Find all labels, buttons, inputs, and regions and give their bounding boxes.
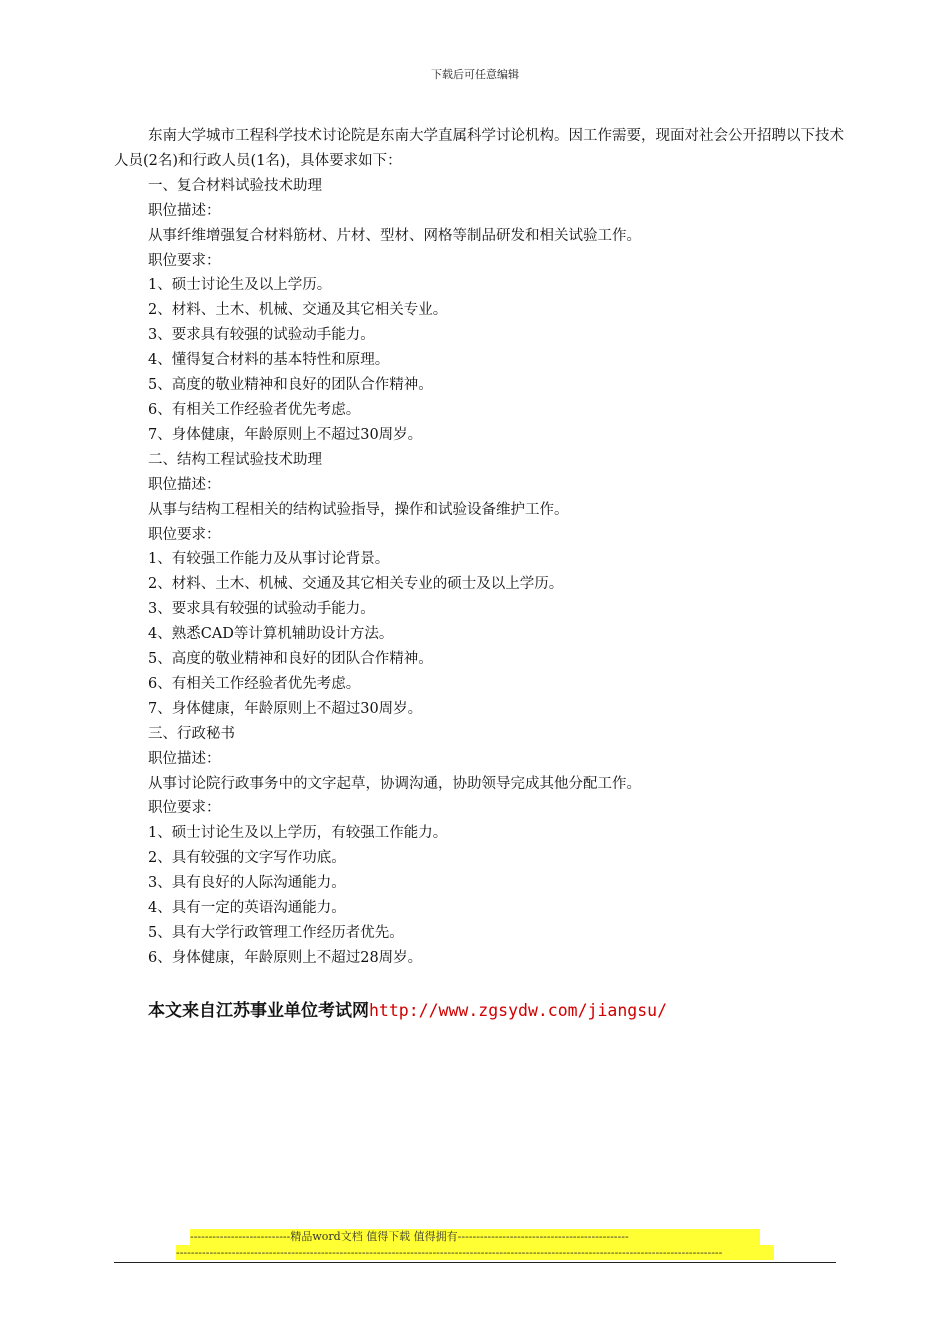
body-line: 4、具有一定的英语沟通能力。: [148, 900, 346, 917]
body-line: 从事讨论院行政事务中的文字起草，协调沟通，协助领导完成其他分配工作。: [148, 775, 641, 792]
body-line: 职位要求：: [148, 526, 221, 543]
body-line: 3、具有良好的人际沟通能力。: [148, 875, 346, 892]
body-line: 5、高度的敬业精神和良好的团队合作精神。: [148, 377, 433, 394]
body-line: 1、硕士讨论生及以上学历，有较强工作能力。: [148, 825, 448, 842]
body-line: 3、要求具有较强的试验动手能力。: [148, 601, 375, 618]
body-line: 4、懂得复合材料的基本特性和原理。: [148, 352, 390, 369]
body-line: 5、具有大学行政管理工作经历者优先。: [148, 925, 404, 941]
body-line: 5、高度的敬业精神和良好的团队合作精神。: [148, 651, 433, 668]
body-line: 三、行政秘书: [148, 725, 235, 742]
body-line: 6、有相关工作经验者优先考虑。: [148, 675, 361, 692]
body-line: 1、有较强工作能力及从事讨论背景。: [148, 551, 390, 568]
body-line: 职位描述：: [148, 202, 221, 219]
requirement-list: [114, 174, 844, 971]
footer-banner-2: ---------------------------------------------------------------------------------------------------------------------------------------------------: [176, 1245, 774, 1260]
footer-banner-1: ---------------------------精品word文档 值得下载 值得拥有----------------------------------------------: [190, 1229, 760, 1245]
body-line: 6、身体健康，年龄原则上不超过28周岁。: [148, 949, 423, 966]
body-line: 4、熟悉CAD等计算机辅助设计方法。: [148, 626, 394, 643]
page-header: 下载后可任意编辑: [431, 68, 519, 81]
body-line: 2、材料、土木、机械、交通及其它相关专业的硕士及以上学历。: [148, 576, 564, 593]
source-line: [148, 996, 667, 1021]
body-line: 职位描述：: [148, 476, 221, 493]
body-line: 一、复合材料试验技术助理: [148, 177, 322, 194]
body-line: 7、身体健康，年龄原则上不超过30周岁。: [148, 700, 423, 717]
intro-paragraph: 东南大学城市工程科学技术讨论院是东南大学直属科学讨论机构。因工作需要，现面对社会公开招聘以下技术人员(2名)和行政人员(1名)，具体要求如下：: [114, 128, 844, 169]
body-line: 2、材料、土木、机械、交通及其它相关专业。: [148, 302, 448, 319]
body-line: 7、身体健康，年龄原则上不超过30周岁。: [148, 426, 423, 443]
body-line: 6、有相关工作经验者优先考虑。: [148, 401, 361, 418]
body-line: 3、要求具有较强的试验动手能力。: [148, 327, 375, 344]
body-line: 职位要求：: [148, 252, 221, 269]
body-line: 1、硕士讨论生及以上学历。: [148, 277, 332, 294]
footer-divider: [114, 1262, 836, 1263]
body-line: 职位要求：: [148, 800, 221, 817]
document-body: [114, 124, 844, 971]
body-line: 从事纤维增强复合材料筋材、片材、型材、网格等制品研发和相关试验工作。: [148, 227, 641, 244]
source-link[interactable]: http://www.zgsydw.com/jiangsu/: [369, 1001, 668, 1020]
body-line: 2、具有较强的文字写作功底。: [148, 850, 346, 867]
body-line: 职位描述：: [148, 750, 221, 767]
source-text: 本文来自江苏事业单位考试网: [148, 1001, 369, 1021]
body-line: 二、结构工程试验技术助理: [148, 451, 322, 468]
body-line: 从事与结构工程相关的结构试验指导，操作和试验设备维护工作。: [148, 501, 569, 518]
